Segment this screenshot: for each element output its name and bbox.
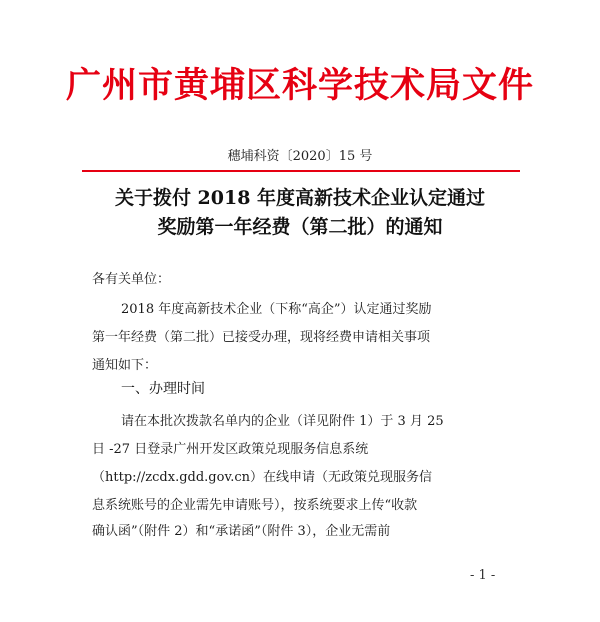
paragraph-2-line-5: 确认函”（附件 2）和“承诺函”（附件 3），企业无需前 <box>92 524 391 539</box>
paragraph-1-line-2: 第一年经费（第二批）已接受办理，现将经费申请相关事项 <box>92 330 431 345</box>
notice-title-line-2: 奖励第一年经费（第二批）的通知 <box>157 216 443 238</box>
addressee: 各有关单位： <box>92 272 171 287</box>
paragraph-2-line-1: 请在本批次拨款名单内的企业（详见附件 1）于 3 月 25 <box>121 414 444 429</box>
paragraph-1-line-1: 2018 年度高新技术企业（下称“高企”）认定通过奖励 <box>121 302 432 317</box>
section-heading-handling-time: 一、办理时间 <box>121 381 205 397</box>
paragraph-2-line-3: （http://zcdx.gdd.gov.cn）在线申请（无政策兑现服务信 <box>92 470 433 485</box>
notice-title <box>0 184 600 242</box>
page-number: - 1 - <box>470 568 496 583</box>
paragraph-1-line-3: 通知如下： <box>92 358 158 373</box>
document-number: 穗埔科资〔2020〕15 号 <box>227 149 373 164</box>
agency-header-title: 广州市黄埔区科学技术局文件 <box>65 65 534 106</box>
paragraph-2-line-4: 息系统账号的企业需先申请账号），按系统要求上传“收款 <box>92 498 418 513</box>
red-separator-line <box>82 170 520 172</box>
notice-title-line-1: 关于拨付 2018 年度高新技术企业认定通过 <box>114 187 486 209</box>
paragraph-2-line-2: 日 -27 日登录广州开发区政策兑现服务信息系统 <box>92 442 369 457</box>
